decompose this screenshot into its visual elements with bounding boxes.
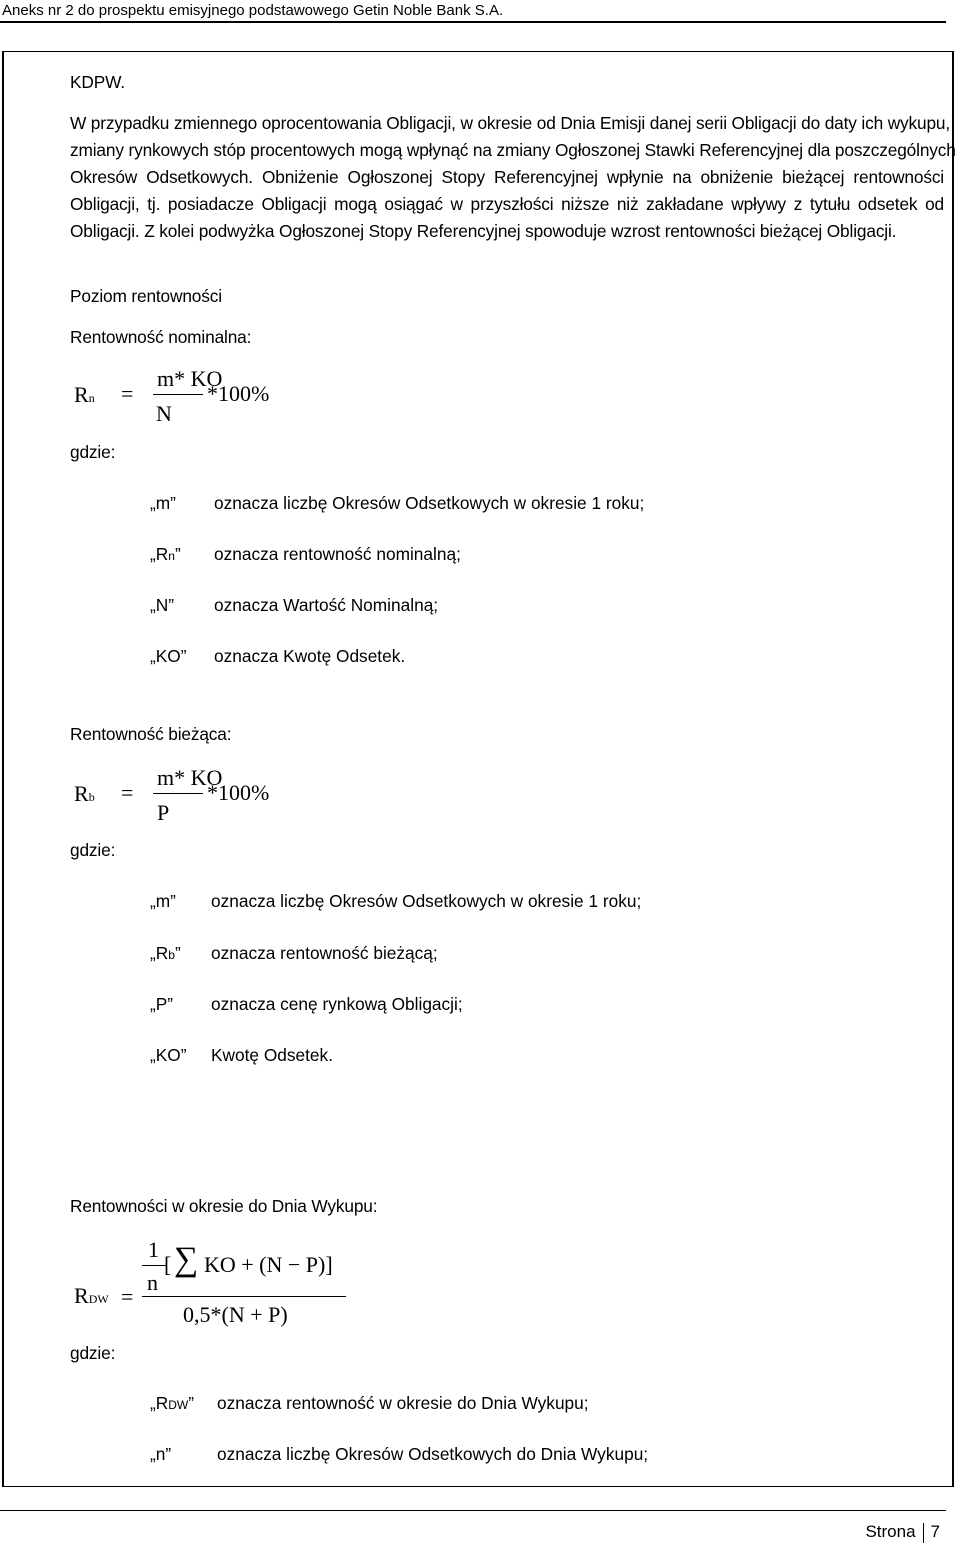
formula-lhs-sub: b (88, 790, 95, 804)
paragraph-line: Okresów Odsetkowych. Obniżenie Ogłoszonej Stopy Referencyjnej wpłynie na obniżenie bieżącej rentowności (70, 167, 944, 187)
inner-fraction-bar (142, 1265, 166, 1266)
formula-lhs: R (74, 781, 89, 806)
definition-symbol: „n” (150, 1444, 172, 1464)
current-heading: Rentowność bieżąca: (70, 724, 232, 744)
formula-denominator: 0,5*(N + P) (183, 1302, 288, 1327)
definition-symbol: „Rb” (150, 943, 181, 963)
definition-symbol: „m” (150, 493, 176, 513)
gdzie-label: gdzie: (70, 442, 116, 462)
formula-denominator: P (157, 800, 170, 825)
paragraph-line: W przypadku zmiennego oprocentowania Obligacji, w okresie od Dnia Emisji danej serii Obligacji do daty ich wykupu, (70, 113, 951, 133)
formula-sum-body: KO + (N − P)] (204, 1252, 333, 1277)
definition-text: oznacza rentowność bieżącą; (211, 943, 438, 963)
fraction-bar (153, 793, 203, 794)
kdpw-text: KDPW. (70, 72, 125, 92)
formula-suffix: *100% (207, 381, 270, 406)
sigma-icon: ∑ (174, 1241, 199, 1278)
maturity-heading: Rentowności w okresie do Dnia Wykupu: (70, 1196, 378, 1216)
header-rule (0, 21, 946, 23)
formula-inner-numerator: 1 (148, 1237, 159, 1262)
section-title: Poziom rentowności (70, 286, 222, 306)
definition-symbol: „N” (150, 595, 174, 615)
definition-symbol: „m” (150, 891, 176, 911)
definition-symbol: „P” (150, 994, 174, 1014)
main-fraction-bar (142, 1296, 346, 1297)
definition-text: oznacza Wartość Nominalną; (214, 595, 439, 615)
gdzie-label: gdzie: (70, 1343, 116, 1363)
paragraph-line: Obligacji, tj. posiadacze Obligacji mogą osiągać w przyszłości niższe niż zakładane wpływy z tytułu odsetek od (70, 194, 944, 214)
definition-symbol: „RDW” (150, 1393, 195, 1413)
formula-bracket-open: [ (164, 1252, 172, 1277)
footer-rule (0, 1510, 946, 1511)
page-number (865, 1522, 940, 1543)
definition-text: oznacza Kwotę Odsetek. (214, 646, 406, 666)
formula-denominator: N (156, 401, 172, 426)
formula-lhs: R (74, 382, 89, 407)
formula-numerator: m* KO (157, 366, 223, 391)
definition-text: Kwotę Odsetek. (211, 1045, 333, 1065)
page-number-value: 7 (930, 1522, 940, 1541)
nominal-heading: Rentowność nominalna: (70, 327, 252, 347)
definition-text: oznacza liczbę Okresów Odsetkowych w okresie 1 roku; (211, 891, 642, 911)
formula-lhs-sub: DW (88, 1292, 109, 1306)
formula-inner-denominator: n (147, 1270, 158, 1295)
definition-text: oznacza cenę rynkową Obligacji; (211, 994, 463, 1014)
definition-symbol: „Rn” (150, 544, 181, 564)
page-label: Strona (865, 1522, 916, 1541)
definition-text: oznacza rentowność nominalną; (214, 544, 461, 564)
paragraph-line: Obligacji. Z kolei podwyżka Ogłoszonej Stopy Referencyjnej spowoduje wzrost rentowności bieżącej Obligacji. (70, 221, 897, 241)
page-separator (923, 1523, 924, 1543)
definition-symbol: „KO” (150, 646, 187, 666)
formula-equals: = (121, 1284, 134, 1309)
formula-equals: = (121, 381, 134, 406)
paragraph-line: zmiany rynkowych stóp procentowych mogą wpłynąć na zmiany Ogłoszonej Stawki Referencyjnej dla poszczególnych (70, 140, 956, 160)
document-header-title: Aneks nr 2 do prospektu emisyjnego podstawowego Getin Noble Bank S.A. (2, 2, 504, 19)
definition-symbol: „KO” (150, 1045, 187, 1065)
definition-text: oznacza rentowność w okresie do Dnia Wykupu; (217, 1393, 589, 1413)
definition-text: oznacza liczbę Okresów Odsetkowych w okresie 1 roku; (214, 493, 645, 513)
formula-equals: = (121, 780, 134, 805)
gdzie-label: gdzie: (70, 840, 116, 860)
formula-lhs: R (74, 1283, 89, 1308)
fraction-bar (153, 394, 203, 395)
formula-suffix: *100% (207, 780, 270, 805)
formula-numerator: m* KO (157, 765, 223, 790)
content-frame (2, 51, 954, 1487)
formula-lhs-sub: n (88, 391, 95, 405)
definition-text: oznacza liczbę Okresów Odsetkowych do Dnia Wykupu; (217, 1444, 649, 1464)
